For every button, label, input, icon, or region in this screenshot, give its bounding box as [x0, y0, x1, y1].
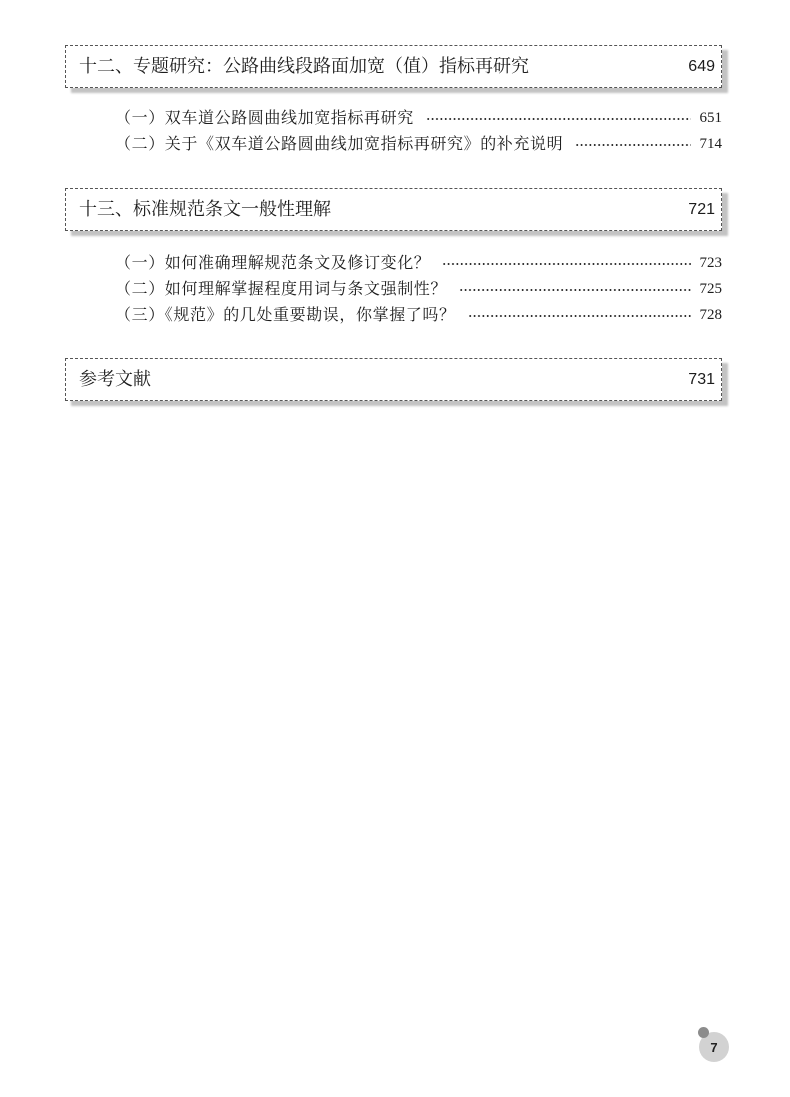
entry-page-number: 725 — [699, 280, 722, 297]
dot-leader — [468, 302, 691, 328]
entry-title: （一）双车道公路圆曲线加宽指标再研究 — [115, 108, 414, 127]
chapter-heading-13 — [65, 188, 722, 231]
dot-leader — [442, 250, 690, 276]
toc-entry — [115, 105, 722, 131]
chapter-heading-12 — [65, 45, 722, 88]
toc-entry — [115, 302, 722, 328]
entry-title: （三）《规范》的几处重要勘误，你掌握了吗？ — [115, 305, 456, 324]
entry-list-12 — [115, 105, 722, 157]
entry-title: （二）如何理解掌握程度用词与条文强制性？ — [115, 279, 448, 298]
entry-page-number: 728 — [699, 306, 722, 323]
entry-page-number: 714 — [699, 135, 722, 152]
entry-page-number: 651 — [699, 109, 722, 126]
toc-entry — [115, 250, 722, 276]
page-number: 7 — [710, 1039, 718, 1055]
chapter-title: 十三、标准规范条文一般性理解 — [79, 198, 331, 220]
dot-leader — [459, 276, 690, 302]
chapter-title: 十二、专题研究：公路曲线段路面加宽（值）指标再研究 — [79, 55, 529, 77]
entry-title: （一）如何准确理解规范条文及修订变化？ — [115, 253, 431, 272]
entry-list-13 — [115, 250, 722, 328]
chapter-page-number: 721 — [688, 200, 715, 218]
chapter-page-number: 731 — [688, 370, 715, 388]
chapter-page-number: 649 — [688, 57, 715, 75]
dot-leader — [426, 105, 691, 131]
chapter-heading-references — [65, 358, 722, 401]
dot-leader — [575, 131, 690, 157]
chapter-title: 参考文献 — [79, 368, 151, 390]
entry-title: （二）关于《双车道公路圆曲线加宽指标再研究》的补充说明 — [115, 134, 564, 153]
badge-dot-ornament — [698, 1027, 709, 1038]
toc-entry — [115, 131, 722, 157]
toc-entry — [115, 276, 722, 302]
entry-page-number: 723 — [699, 254, 722, 271]
